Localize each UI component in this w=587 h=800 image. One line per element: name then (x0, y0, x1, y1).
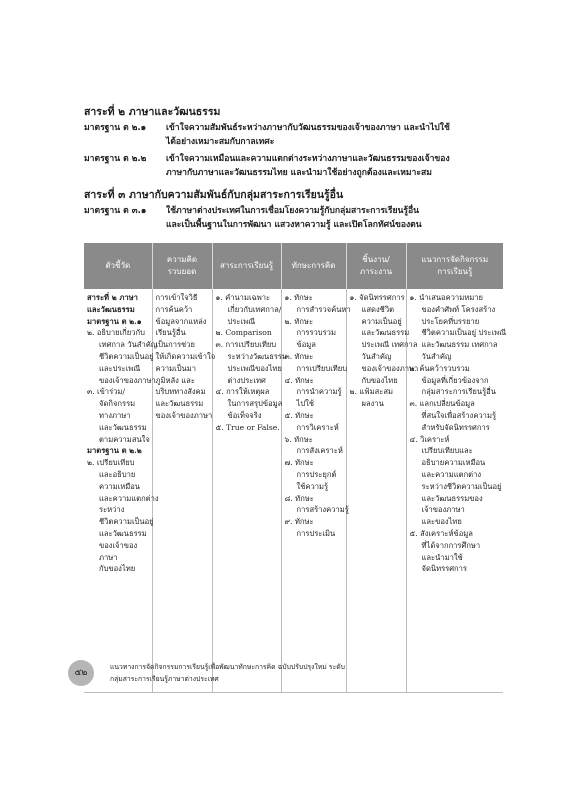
cell-line: ในการสรุปข้อมูล (227, 399, 283, 409)
strand2-heading: สาระที่ ๒ ภาษาและวัฒนธรรม (84, 106, 221, 118)
cell-line: ๓. ทักษะ (284, 351, 314, 361)
cell-line: ๑. คำนามเฉพาะ (215, 293, 271, 302)
cell-line: การรวบรวม (296, 328, 336, 338)
cell-line: ให้เกิดความเข้าใจ (155, 351, 216, 361)
header-tasks: ชิ้นงาน/ ภาระงาน (346, 243, 406, 289)
cell-line: ๒. แฟ้มสะสม (349, 387, 393, 397)
cell-line: เป็นการช่วย (155, 340, 195, 350)
standard-code: มาตรฐาน ต ๒.๑ (84, 123, 147, 133)
cell-line: เรียนรู้อื่น (155, 328, 186, 338)
cell-line: และวัฒนธรรม (155, 399, 204, 409)
cell-line: ๕. True or False. (215, 422, 280, 432)
cell-line: ๒. อธิบายเกี่ยวกับ (87, 328, 145, 338)
table-row (84, 289, 503, 693)
cell-line: และวัฒนธรรม (99, 422, 147, 432)
cell-line: สำหรับจัดนิทรรศการ (421, 422, 490, 432)
cell-line: เปรียบเทียบและ (421, 446, 473, 456)
cell-line: ที่ได้จากการศึกษา (421, 540, 481, 550)
cell-line: การวิเคราะห์ (296, 422, 339, 432)
cell-line: การสำรวจค้นหา (296, 304, 351, 314)
standard-text-line: เข้าใจความสัมพันธ์ระหว่างภาษากับวัฒนธรรมของเจ้าของภาษา และนำไปใช้ (166, 123, 450, 133)
cell-line: และวัฒนธรรม (99, 528, 147, 538)
header-activities: แนวการจัดกิจกรรม การเรียนรู้ (406, 243, 503, 289)
cell-line: ข้อเท็จจริง (227, 410, 262, 420)
cell-line: ๕. ทักษะ (284, 410, 314, 420)
standard-2-1 (84, 121, 504, 149)
cell-line: กับของไทย (361, 375, 398, 385)
cell-line: ๑. ทักษะ (284, 293, 313, 302)
cell-line: ต่างประเทศ (227, 375, 266, 385)
cell-line: ๑. นำเสนอความหมาย (409, 293, 483, 302)
cell-line: ตามความสนใจ (99, 434, 150, 444)
standard-text-line: และเป็นพื้นฐานในการพัฒนา แสวงหาความรู้ และเปิดโลกทัศน์ของตน (166, 220, 422, 230)
cell-line: ๒. เปรียบเทียบ (87, 458, 135, 468)
cell-line: การประยุกต์ (296, 469, 337, 479)
standard-code: มาตรฐาน ต ๓.๑ (84, 206, 147, 216)
cell-line: และอธิบาย (99, 469, 136, 479)
cell-line: ๒. ทักษะ (284, 316, 314, 326)
content-cell (212, 289, 288, 693)
standard-text-line: ได้อย่างเหมาะสมกับกาลเทศะ (166, 137, 275, 147)
header-indicators: ตัวชี้วัด (84, 243, 152, 289)
cell-line: ๒. Comparison (215, 328, 272, 338)
cell-line: ข้อมูล (296, 340, 316, 350)
cell-line: และของไทย (421, 517, 462, 527)
cell-line: ที่สนใจเพื่อสร้างความรู้ (421, 410, 497, 420)
cell-line: ประโยคที่บรรยาย (421, 316, 480, 326)
cell-line: การประเมิน (296, 528, 336, 538)
cell-line: ความเป็นอยู่ (361, 316, 402, 326)
cell-line: กลุ่มสาระการเรียนรู้อื่น (421, 387, 496, 397)
standard-3-1 (84, 204, 504, 232)
cell-line: ๔. การให้เหตุผล (215, 387, 270, 397)
cell-line: และความแตกต่าง (421, 469, 482, 479)
cell-line: ชีวิตความเป็นอยู่ (99, 351, 154, 361)
strand3-heading: สาระที่ ๓ ภาษากับความสัมพันธ์กับกลุ่มสาระการเรียนรู้อื่น (84, 189, 344, 201)
cell-line: เทศกาล วันสำคัญ (99, 340, 158, 350)
standard-text-line: ใช้ภาษาต่างประเทศในการเชื่อมโยงความรู้กับกลุ่มสาระการเรียนรู้อื่น (166, 206, 420, 216)
cell-line: ของเจ้าของภาษา (361, 363, 419, 373)
cell-line: วันสำคัญ (361, 351, 392, 361)
cell-line: การเปรียบเทียบ (296, 363, 348, 373)
cell-line: และวัฒนธรรม เทศกาล (421, 340, 498, 350)
table-header-row (84, 243, 503, 289)
cell-line: ๙. ทักษะ (284, 517, 314, 527)
cell-line: ภูมิหลัง และ (155, 375, 195, 385)
cell-line: การค้นคว้า (155, 304, 193, 314)
cell-line: ทางภาษา (99, 410, 131, 420)
cell-line: ๔. วิเคราะห์ (409, 434, 450, 444)
cell-line: จัดนิทรรศการ (421, 564, 467, 574)
cell-line: และความแตกต่าง (99, 493, 159, 503)
cell-line: ความเหมือน (99, 481, 140, 491)
concept-cell (152, 289, 216, 693)
cell-line: ๓. แลกเปลี่ยนข้อมูล (409, 399, 475, 409)
cell-line: ๖. ทักษะ (284, 434, 313, 444)
cell-line: ๕. สังเคราะห์ข้อมูล (409, 528, 473, 538)
cell-line: การนำความรู้ (296, 387, 342, 397)
cell-line: จัดกิจกรรม (99, 399, 136, 409)
indicators-cell (84, 289, 159, 693)
cell-line: ระหว่างวัฒนธรรม (227, 351, 288, 361)
cell-line: มาตรฐาน ต ๒.๒ (87, 446, 142, 456)
page-number-badge: ๕๒ (68, 660, 94, 686)
cell-line: ๒. ค้นคว้ารวบรวม (409, 363, 470, 373)
cell-line: แสดงชีวิต (361, 304, 395, 314)
cell-line: ข้อมูลที่เกี่ยวข้องจาก (421, 375, 489, 385)
standard-text-line: เข้าใจความเหมือนและความแตกต่างระหว่างภาษาและวัฒนธรรมของเจ้าของ (166, 154, 450, 164)
standard-code: มาตรฐาน ต ๒.๒ (84, 154, 147, 164)
cell-line: ของเจ้าของภาษา (155, 410, 213, 420)
cell-line: ความเป็นมา (155, 363, 196, 373)
cell-line: การสังเคราะห์ (296, 446, 343, 456)
cell-line: ๑. จัดนิทรรศการ (349, 293, 405, 302)
cell-line: ไปใช้ (296, 399, 315, 409)
cell-line: มาตรฐาน ต ๒.๑ (87, 316, 142, 326)
cell-line: ๘. ทักษะ (284, 493, 314, 503)
activities-cell (406, 289, 507, 693)
cell-line: และวัฒนธรรม (87, 304, 135, 314)
cell-line: ชีวิตความเป็นอยู่ ประเพณี (421, 328, 507, 338)
thinking-skills-cell (281, 289, 351, 693)
cell-line: วันสำคัญ (421, 351, 452, 361)
cell-line: และนำมาใช้ (421, 552, 463, 562)
cell-line: ใช้ความรู้ (296, 481, 329, 491)
cell-line: บริบททางสังคม (155, 387, 206, 397)
cell-line: ๓. เข้าร่วม/ (87, 387, 125, 397)
cell-line: ๗. ทักษะ (284, 458, 314, 468)
cell-line: และวัฒนธรรมของ (421, 493, 483, 503)
cell-line: ประเพณี (227, 316, 256, 326)
cell-line: ประเพณี เทศกาล (361, 340, 418, 350)
standard-text-line: ภาษากับภาษาและวัฒนธรรมไทย และนำมาใช้อย่างถูกต้องและเหมาะสม (166, 168, 432, 178)
cell-line: และประเพณี (99, 363, 141, 373)
cell-line: ของเจ้าของ (99, 540, 138, 550)
cell-line: และวัฒนธรรม (361, 328, 410, 338)
cell-line: ประเพณีของไทย (227, 363, 282, 373)
tasks-cell (346, 289, 419, 693)
cell-line: ภาษา (99, 552, 118, 562)
cell-line: เจ้าของภาษา (421, 505, 465, 515)
cell-line: ๓. การเปรียบเทียบ (215, 340, 277, 350)
header-concept: ความคิด รวบยอด (152, 243, 212, 289)
cell-line: เกี่ยวกับเทศกาล/ (227, 304, 282, 314)
cell-line: ระหว่าง (99, 505, 125, 515)
cell-line: การเข้าใจวิธี (155, 293, 198, 302)
cell-line: ข้อมูลจากแหล่ง (155, 316, 207, 326)
cell-line: อธิบายความเหมือน (421, 458, 486, 468)
cell-line: ชีวิตความเป็นอยู่ (99, 517, 154, 527)
cell-line: ของคำศัพท์ โครงสร้าง (421, 304, 496, 314)
cell-line: สาระที่ ๒ ภาษา (87, 293, 138, 302)
cell-line: ผลงาน (361, 399, 384, 409)
cell-line: ของเจ้าของภาษา (99, 375, 156, 385)
cell-line: กับของไทย (99, 564, 136, 574)
cell-line: การสร้างความรู้ (296, 505, 349, 515)
cell-line: ๔. ทักษะ (284, 375, 314, 385)
header-thinking-skills: ทักษะการคิด (281, 243, 346, 289)
cell-line: ระหว่างชีวิตความเป็นอยู่ (421, 481, 502, 491)
header-content: สาระการเรียนรู้ (212, 243, 281, 289)
standard-2-2 (84, 152, 504, 180)
footer-line-1: แนวทางการจัดกิจกรรมการเรียนรู้เพื่อพัฒนาทักษะการคิด ฉบับปรับปรุงใหม่ ระดับ (110, 663, 345, 671)
indicators-table (84, 243, 507, 693)
footer-line-2: กลุ่มสาระการเรียนรู้ภาษาต่างประเทศ (110, 675, 219, 683)
